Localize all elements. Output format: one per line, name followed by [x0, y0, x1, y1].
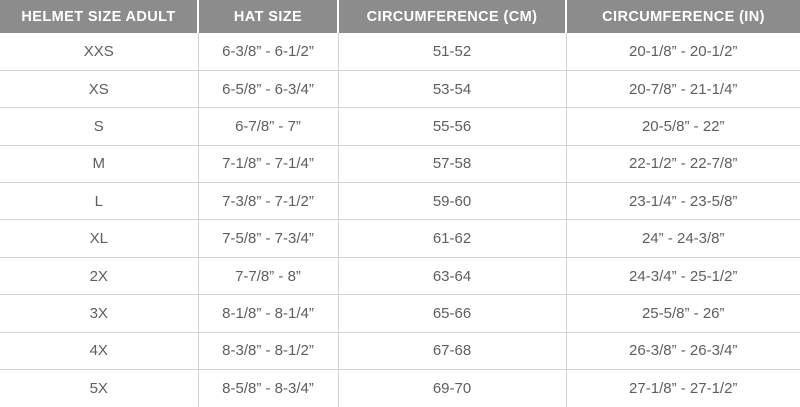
- cell-circumference-cm: 67-68: [338, 332, 566, 369]
- cell-circumference-in: 20-5/8” - 22”: [566, 108, 800, 145]
- cell-circumference-cm: 51-52: [338, 33, 566, 70]
- table-header-row: [0, 0, 800, 33]
- cell-circumference-cm: 63-64: [338, 257, 566, 294]
- cell-circumference-in: 22-1/2” - 22-7/8”: [566, 145, 800, 182]
- cell-hat-size: 7-3/8” - 7-1/2”: [198, 183, 338, 220]
- cell-hat-size: 6-3/8” - 6-1/2”: [198, 33, 338, 70]
- cell-hat-size: 6-7/8” - 7”: [198, 108, 338, 145]
- cell-circumference-in: 24-3/4” - 25-1/2”: [566, 257, 800, 294]
- cell-helmet-size: S: [0, 108, 198, 145]
- table-row: [0, 145, 800, 182]
- cell-circumference-cm: 69-70: [338, 370, 566, 407]
- column-header-helmet-size-adult: HELMET SIZE ADULT: [0, 0, 198, 33]
- cell-circumference-in: 27-1/8” - 27-1/2”: [629, 380, 738, 397]
- cell-circumference-cm: 53-54: [338, 70, 566, 107]
- table-row: [0, 220, 800, 257]
- cell-helmet-size: 5X: [0, 370, 198, 407]
- table-row: [0, 33, 800, 70]
- cell-circumference-cm: 55-56: [338, 108, 566, 145]
- cell-circumference-cm: 57-58: [338, 145, 566, 182]
- cell-hat-size: 8-1/8” - 8-1/4”: [198, 295, 338, 332]
- cell-circumference-cm: 65-66: [338, 295, 566, 332]
- cell-hat-size: 7-7/8” - 8”: [198, 257, 338, 294]
- cell-hat-size: 8-5/8” - 8-3/4”: [198, 370, 338, 407]
- cell-hat-size: 6-5/8” - 6-3/4”: [198, 70, 338, 107]
- cell-helmet-size: L: [0, 183, 198, 220]
- table-header: [0, 0, 800, 33]
- cell-circumference-in: 26-3/8” - 26-3/4”: [566, 332, 800, 369]
- cell-hat-size: 8-3/8” - 8-1/2”: [198, 332, 338, 369]
- column-header-circumference-in: CIRCUMFERENCE (IN): [566, 0, 800, 33]
- cell-helmet-size: XS: [0, 70, 198, 107]
- column-header-circumference-cm: CIRCUMFERENCE (CM): [338, 0, 566, 33]
- cell-helmet-size: 3X: [0, 295, 198, 332]
- cell-circumference-in: 20-7/8” - 21-1/4”: [566, 70, 800, 107]
- table-row: [0, 370, 800, 407]
- table-row: [0, 295, 800, 332]
- cell-helmet-size: XL: [0, 220, 198, 257]
- cell-helmet-size: M: [0, 145, 198, 182]
- cell-circumference-cm: 61-62: [338, 220, 566, 257]
- table-row: [0, 108, 800, 145]
- cell-hat-size: 7-5/8” - 7-3/4”: [198, 220, 338, 257]
- cell-circumference-in: 20-1/8” - 20-1/2”: [566, 33, 800, 70]
- table-row: [0, 332, 800, 369]
- cell-circumference-cm: 59-60: [338, 183, 566, 220]
- cell-circumference-in: 23-1/4” - 23-5/8”: [566, 183, 800, 220]
- table-row: [0, 183, 800, 220]
- cell-helmet-size: 4X: [0, 332, 198, 369]
- cell-circumference-in: 24” - 24-3/8”: [566, 220, 800, 257]
- table-row: [0, 257, 800, 294]
- cell-hat-size: 7-1/8” - 7-1/4”: [198, 145, 338, 182]
- table-row: [0, 70, 800, 107]
- table-body: [0, 33, 800, 407]
- column-header-hat-size: HAT SIZE: [198, 0, 338, 33]
- cell-helmet-size: 2X: [0, 257, 198, 294]
- cell-helmet-size: XXS: [0, 33, 198, 70]
- cell-circumference-in: 25-5/8” - 26”: [566, 295, 800, 332]
